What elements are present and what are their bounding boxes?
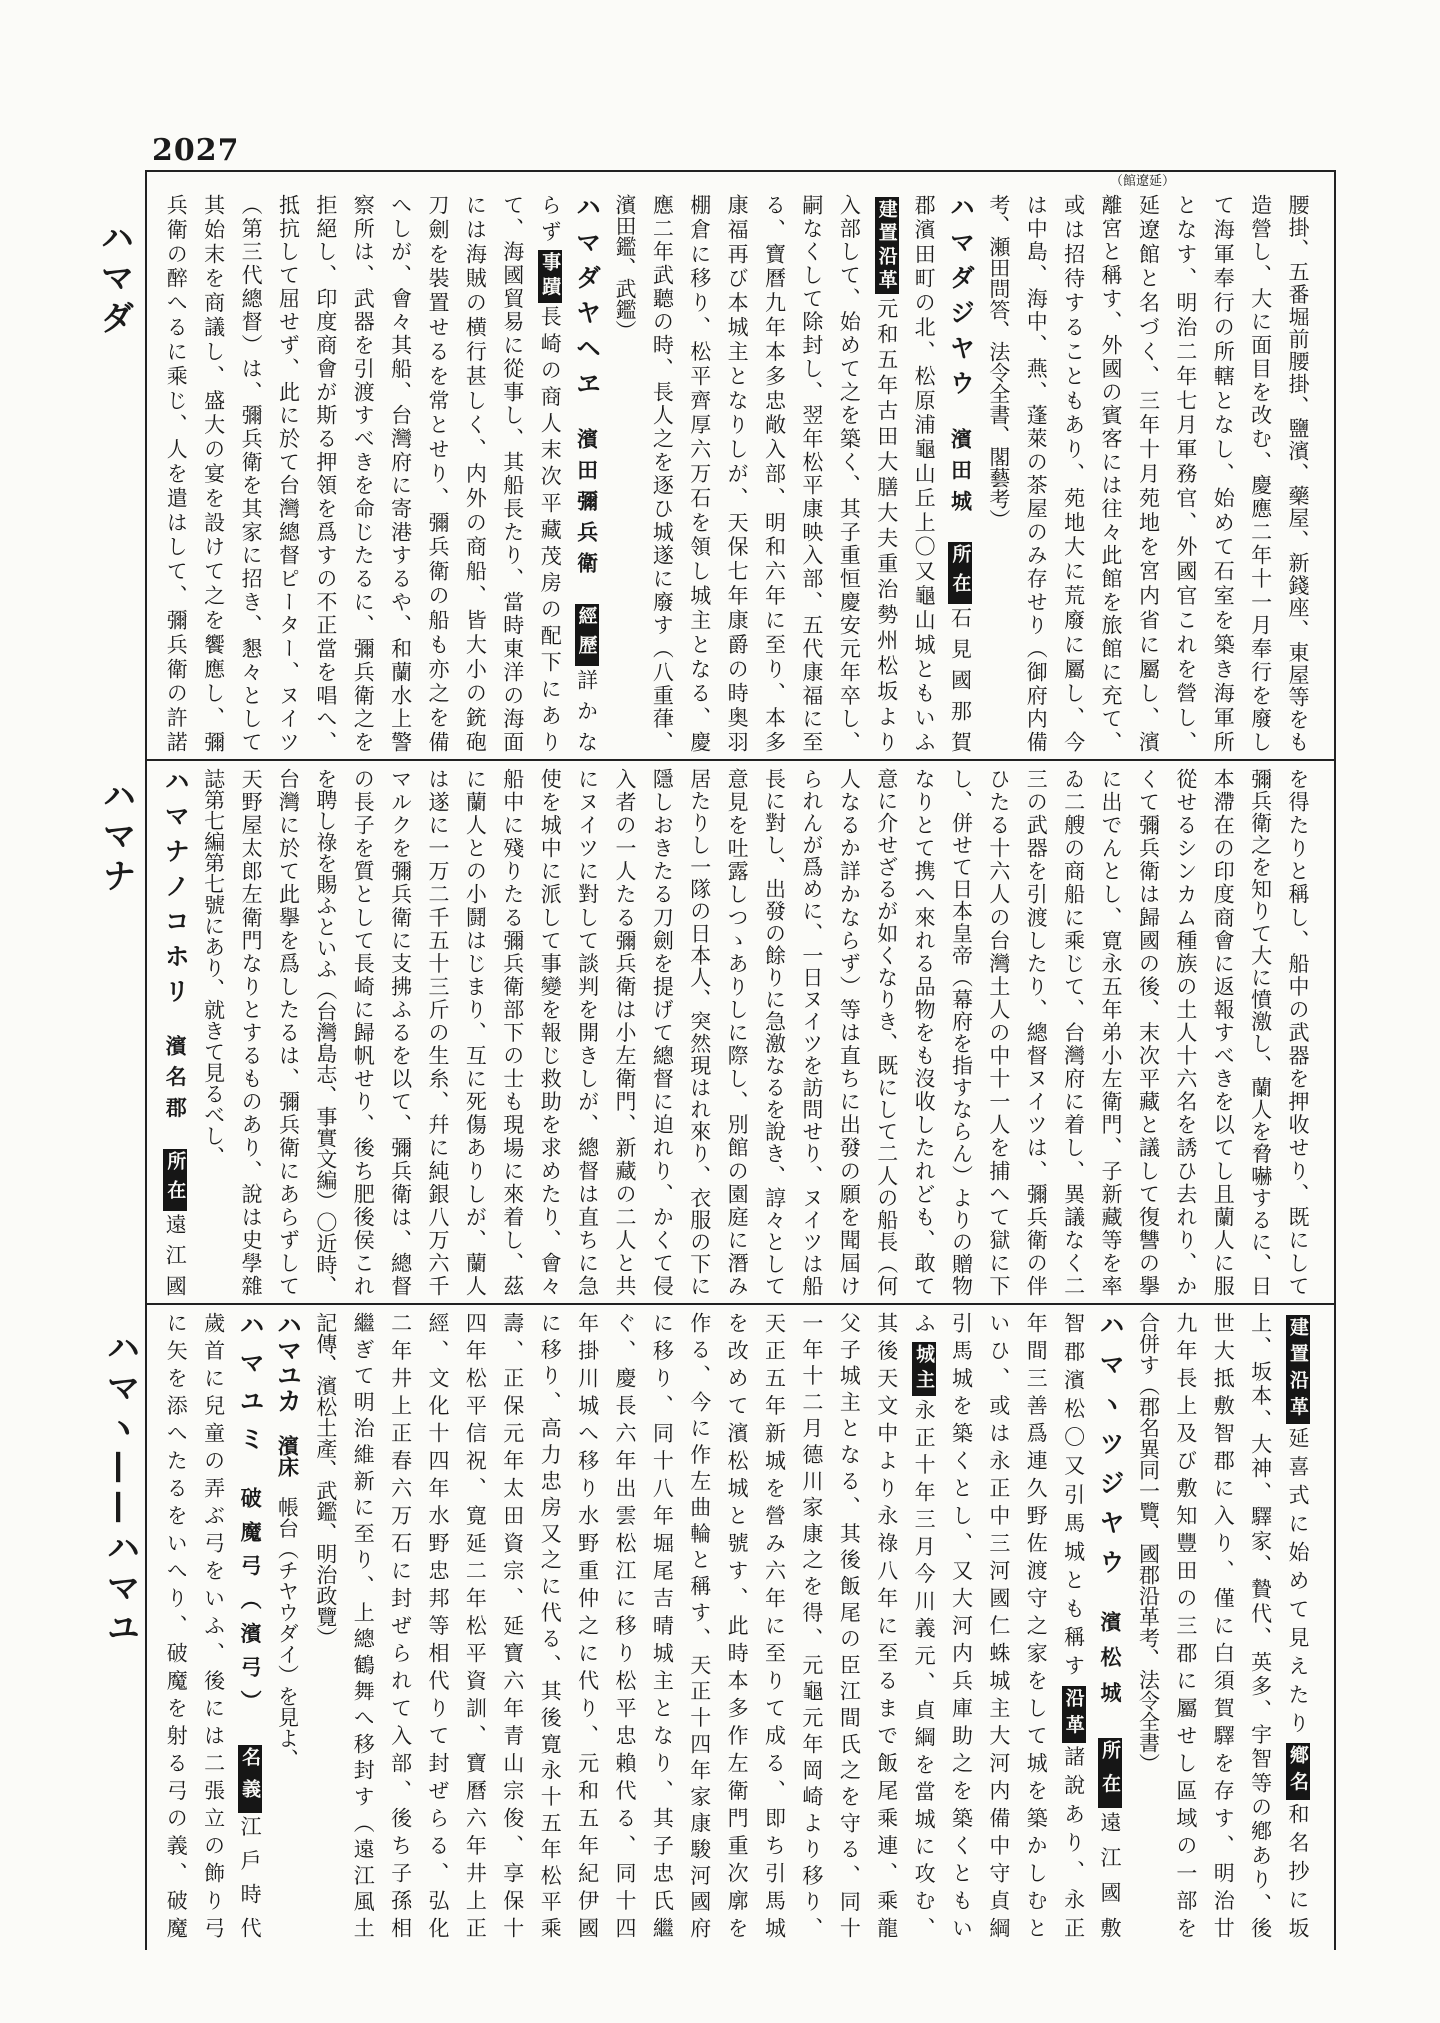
text-run: を聘し祿を賜ふといふ（台灣島志、事實文編）〇近時、 <box>313 768 338 1296</box>
text-run: 意に介せざるが如くなりき、既にして二人の船長（何 <box>874 768 899 1296</box>
text-run: ふ <box>912 1312 937 1340</box>
text-column <box>381 1312 418 1938</box>
tier-divider <box>145 1303 1335 1305</box>
headword-kanji: 濱床 <box>275 1435 301 1478</box>
text-run: 使を城中に派して事變を報じ救助を求めたり、會々 <box>538 768 563 1296</box>
section-label: 所在 <box>1099 1740 1122 1807</box>
text-run: 郡濱田町の北、松原浦龜山丘上〇又龜山城ともいふ <box>912 194 937 752</box>
text-run: る、寶曆九年本多忠敞入部、明和六年に至り、本多 <box>762 194 787 752</box>
text-column <box>1204 194 1241 752</box>
text-run: 意見を吐露しつゝありしに際し、別館の園庭に潛み <box>725 768 750 1296</box>
text-run: 嗣なくして除封し、翌年松平康映入部、五代康福に至 <box>799 194 824 752</box>
text-run: には海賊の横行甚しく、内外の商船、皆大小の銃砲 <box>463 194 488 752</box>
text-run: 永正十年三月今川義元、貞綱を當城に攻む、 <box>912 1399 937 1938</box>
text-column <box>793 768 830 1296</box>
text-column <box>1092 194 1129 752</box>
text-run: 考、瀬田問答、法令全書、閣藝考） <box>986 194 1011 530</box>
text-run: 從せるシンカム種族の土人十六名を誘ひ去れり、か <box>1173 768 1198 1296</box>
text-column <box>531 194 568 752</box>
text-column <box>905 1312 942 1938</box>
text-run: ひたる十六人の台灣土人の中十一人を捕へて獄に下 <box>986 768 1011 1296</box>
text-run: て、海國貿易に從事し、其船長たり、當時東洋の海面 <box>500 194 525 752</box>
text-run: て海軍奉行の所轄となし、始めて石室を築き海軍所 <box>1211 194 1236 752</box>
page-number: 2027 <box>152 133 240 168</box>
text-run: 兵衛の醉へるに乘じ、人を遣はして、彌兵衛の許諾 <box>164 194 189 752</box>
text-run: 人なるか詳かならず）等は直ちに出發の願を聞屆け <box>837 768 862 1296</box>
text-run: 拒絕し、印度商會が斯る押領を爲すの不正當を唱へ、 <box>313 194 338 752</box>
text-run: なりとて携へ來れる品物をも沒收したれども、敢て <box>912 768 937 1296</box>
text-run: 濱田鑑、武鑑） <box>612 194 637 341</box>
text-run: 延喜式に始めて見えたり <box>1286 1427 1310 1741</box>
running-head: （館遼延） <box>1110 174 1176 189</box>
text-run: 長に對し、出發の餘りに急激なるを說き、諄々として <box>762 768 787 1296</box>
section-label: 所在 <box>949 544 972 603</box>
text-run: 遠江國 <box>163 1213 188 1296</box>
text-run: られんが爲めに、一日ヌイツを訪問せり、ヌイツは船 <box>799 768 824 1296</box>
text-run: となす、明治二年七月軍務官、外國官これを營し、 <box>1173 194 1198 752</box>
text-column <box>1129 194 1166 752</box>
section-label: 建置沿革 <box>875 198 898 293</box>
text-run: に移り、高力忠房又之に代る、其後寛永十五年松平乘 <box>538 1312 563 1938</box>
text-run: 誌第七編第七號にあり、就きて見るべし、 <box>201 768 226 1167</box>
headword-kanji: 濱名郡 <box>163 1035 189 1128</box>
text-run: 離宮と稱す、外國の賓客には往々此館を旅館に充て、 <box>1099 194 1124 752</box>
text-column <box>568 194 605 752</box>
text-column <box>344 194 381 752</box>
text-column <box>1241 768 1278 1296</box>
text-column <box>269 194 306 752</box>
headword: ハマヽツジヤウ <box>1096 1312 1126 1589</box>
tier-3 <box>156 1312 1316 1938</box>
text-column <box>306 768 343 1296</box>
text-run: 年掛川城へ移り水野重仲之に代り、元和五年紀伊國 <box>575 1312 600 1938</box>
text-column <box>867 768 904 1296</box>
text-column <box>306 1312 343 1938</box>
text-run: の長子を質として長崎に歸帆せり、後ち肥後侯これ <box>351 768 376 1296</box>
tier-divider <box>145 759 1335 761</box>
text-run: を改めて濱松城と號す、此時本多作左衛門重次廓を <box>725 1312 750 1938</box>
text-run: 棚倉に移り、松平齊厚六万石を領し城主となる、慶 <box>687 194 712 752</box>
left-border <box>145 170 147 1950</box>
headword-kanji: 濱田城 <box>948 427 974 521</box>
text-run: 應二年武聽の時、長人之を逐ひ城遂に廢す（八重葎、 <box>650 194 675 752</box>
text-run: 入者の一人たる彌兵衛は小左衛門、新藏の二人と共 <box>612 768 637 1296</box>
section-label: 沿革 <box>1062 1687 1085 1741</box>
text-column <box>493 194 530 752</box>
section-label: 事蹟 <box>539 251 562 301</box>
margin-index-label: ハマダ <box>94 220 134 340</box>
text-column <box>606 1312 643 1938</box>
text-column <box>381 194 418 752</box>
text-column <box>1129 1312 1166 1938</box>
text-column <box>269 768 306 1296</box>
text-column <box>419 1312 456 1938</box>
text-run: 彌兵衛之を知りて大に憤激し、蘭人を脅嚇するに、日 <box>1248 768 1273 1296</box>
text-column <box>232 1312 269 1938</box>
text-column <box>755 194 792 752</box>
text-column <box>867 194 904 752</box>
text-column <box>194 768 231 1296</box>
text-column <box>1166 1312 1203 1938</box>
text-run: 年間三善爲連久野佐渡守之家をして城を築かしむと <box>1024 1312 1049 1938</box>
text-column <box>568 768 605 1296</box>
text-run: ゐ二艘の商船に乘じて、台灣府に着し、異議なく二 <box>1061 768 1086 1296</box>
text-column <box>1166 194 1203 752</box>
tier-2 <box>156 768 1316 1296</box>
text-run: 本滯在の印度商會に返報すべきを以てし且蘭人に服 <box>1211 768 1236 1296</box>
text-run: 父子城主となる、其後飯尾の臣江間氏之を守る、同十 <box>837 1312 862 1938</box>
text-run: に出でんとし、寛永五年弟小左衛門、子新藏等を率 <box>1099 768 1124 1296</box>
text-run: 康福再び本城主となりしが、天保七年康爵の時奥羽 <box>725 194 750 752</box>
text-column <box>755 1312 792 1938</box>
text-column <box>793 194 830 752</box>
text-column <box>419 194 456 752</box>
text-column <box>606 768 643 1296</box>
text-run: 引馬城を築くとし、又大河内兵庫助之を築くともい <box>949 1312 974 1938</box>
text-run: へしが、會々其船、台灣府に寄港するや、和蘭水上警 <box>388 194 413 752</box>
text-column <box>867 1312 904 1938</box>
text-column <box>456 768 493 1296</box>
section-label: 鄕名 <box>1287 1745 1309 1799</box>
text-run: 居たりし一隊の日本人、突然現はれ來り、衣服の下に <box>687 768 712 1296</box>
section-label: 城主 <box>913 1344 936 1395</box>
margin-index-label: ハマヽ——ハマユ <box>100 1330 140 1650</box>
text-column <box>1017 194 1054 752</box>
text-column <box>344 768 381 1296</box>
text-column <box>979 194 1016 752</box>
text-column <box>1017 1312 1054 1938</box>
margin-index-label: ハマナ <box>96 778 136 898</box>
text-run: 作る、今に作左曲輪と稱す、天正十四年家康駿河國府 <box>687 1312 712 1938</box>
text-column <box>1054 194 1091 752</box>
text-run: 三の武器を引渡したり、總督ヌイツは、彌兵衛の伴 <box>1024 768 1049 1296</box>
text-column <box>157 768 194 1296</box>
text-column <box>157 194 194 752</box>
text-column <box>718 768 755 1296</box>
text-run: 繼ぎて明治維新に至り、上總鶴舞へ移封す（遠江風土 <box>351 1312 376 1938</box>
text-run: 隱しおきたる刀劍を提げて總督に迫れり、かくて侵 <box>650 768 675 1296</box>
text-run: 遠江國敷 <box>1098 1811 1123 1938</box>
text-column <box>942 768 979 1296</box>
text-run: 九年長上及び敷知豐田の三郡に屬せし區域の一部を <box>1173 1312 1198 1938</box>
text-column <box>942 1312 979 1938</box>
section-label: 建置沿革 <box>1287 1316 1309 1423</box>
text-column <box>194 1312 231 1938</box>
text-column <box>1279 768 1316 1296</box>
text-column <box>1017 768 1054 1296</box>
text-run: ぐ、慶長六年出雲松江に移り松平忠賴代る、同十四 <box>612 1312 637 1938</box>
text-run: 元和五年古田大膳大夫重治勢州松坂より <box>874 297 899 752</box>
text-run: 四年松平信祝、寛延二年松平資訓、寶曆六年井上正 <box>463 1312 488 1938</box>
text-run: 延遼館と名づく、三年十月苑地を宮内省に屬し、濱 <box>1136 194 1161 752</box>
text-column <box>905 768 942 1296</box>
text-run: 和名抄に坂 <box>1286 1803 1310 1938</box>
text-run: 合併す（郡名異同一覽、國郡沿革考、法令全書） <box>1136 1312 1161 1774</box>
text-column <box>1054 768 1091 1296</box>
section-label: 經歷 <box>575 606 598 665</box>
headword: ハマダヤヘヱ <box>572 194 602 406</box>
text-run: 天正五年新城を營み六年に至りて成る、即ち引馬城 <box>762 1312 787 1938</box>
text-run: し、併せて日本皇帝（幕府を指すならん）よりの贈物 <box>949 768 974 1296</box>
text-run: 諸說あり、永正 <box>1061 1745 1086 1938</box>
tier-1 <box>156 194 1316 752</box>
text-run: 察所は、武器を引渡すべきを命じたるに、彌兵衛之を <box>351 194 376 752</box>
text-column <box>979 1312 1016 1938</box>
text-column <box>493 768 530 1296</box>
right-border <box>1334 170 1336 1950</box>
headword: ハマダジヤウ <box>946 194 976 406</box>
text-run: 一年十二月德川家康之を得、元龜元年岡崎より移り、 <box>799 1312 824 1938</box>
text-run: 二年井上正春六万石に封ぜられて入部、後ち子孫相 <box>388 1312 413 1938</box>
text-run: 長崎の商人末次平藏茂房の配下にあり <box>538 305 563 752</box>
text-run: マルクを彌兵衛に支拂ふるを以て、彌兵衛は、總督 <box>388 768 413 1296</box>
text-column <box>643 1312 680 1938</box>
text-run: くて彌兵衛は歸國の後、末次平藏と議して復讐の擧 <box>1136 768 1161 1296</box>
text-run: 其後天文中より永祿八年に至るまで飯尾乘連、乘龍 <box>874 1312 899 1938</box>
text-column <box>1204 768 1241 1296</box>
text-column <box>905 194 942 752</box>
headword: ハマユミ <box>236 1312 266 1465</box>
text-column <box>606 194 643 752</box>
text-column <box>157 1312 194 1938</box>
text-column <box>232 194 269 752</box>
text-column <box>755 768 792 1296</box>
section-label: 所在 <box>164 1151 187 1209</box>
text-run: 詳かな <box>574 669 599 752</box>
text-column <box>793 1312 830 1938</box>
headword: ハマユカ <box>273 1312 303 1413</box>
text-run: 造營し、大に面目を改む、慶應二年十一月奉行を廢し <box>1248 194 1273 752</box>
text-column <box>680 768 717 1296</box>
text-run: に蘭人との小鬪はじまり、互に死傷ありしが、蘭人 <box>463 768 488 1296</box>
text-run: に移り、同十八年堀尾吉晴城主となり、其子忠氏繼 <box>650 1312 675 1938</box>
text-run: 其始末を商議し、盛大の宴を設けて之を饗應し、彌 <box>201 194 226 752</box>
text-column <box>1092 1312 1129 1938</box>
text-column <box>942 194 979 752</box>
text-run: 腰掛、五番堀前腰掛、鹽濱、藥屋、新錢座、東屋等をも <box>1286 194 1310 752</box>
text-column <box>269 1312 306 1938</box>
text-column <box>456 194 493 752</box>
text-column <box>1166 768 1203 1296</box>
text-column <box>1054 1312 1091 1938</box>
text-column <box>1092 768 1129 1296</box>
text-run: は遂に一万二千五十三斤の生糸、幷に純銀八万六千 <box>426 768 451 1296</box>
headword-kanji: 濱松城 <box>1098 1610 1124 1717</box>
text-column <box>531 1312 568 1938</box>
text-run: 抵抗して屈せず、此に於て台灣總督ピーター、ヌイツ <box>276 194 301 752</box>
text-run: （第三代總督）は、彌兵衛を其家に招き、懇々として <box>239 194 264 752</box>
text-column <box>1279 1312 1316 1938</box>
text-run: 智郡濱松〇又引馬城とも稱す <box>1061 1312 1086 1684</box>
text-run: 世大抵敷智郡に入り、僅に白須賀驛を存す、明治廿 <box>1211 1312 1236 1938</box>
text-run: を得たりと稱し、船中の武器を押收せり、既にして <box>1286 768 1310 1296</box>
text-run: 刀劍を裝置せるを常とせり、彌兵衛の船も亦之を備 <box>426 194 451 752</box>
headword-kanji: 破魔弓（濱弓） <box>238 1486 264 1724</box>
text-column <box>568 1312 605 1938</box>
text-run: 江戶時代 <box>238 1815 263 1938</box>
text-run: は中島、海中、燕、蓬萊の茶屋のみ存せり（御府内備 <box>1024 194 1049 752</box>
text-run: 天野屋太郎左衛門なりとするものあり、說は史學雜 <box>239 768 264 1296</box>
top-rule <box>145 170 1335 172</box>
text-column <box>1241 1312 1278 1938</box>
text-column <box>194 194 231 752</box>
text-run: 或は招待することもあり、苑地大に荒廢に屬し、今 <box>1061 194 1086 752</box>
text-run: 帳台（チヤウダイ）を見よ、 <box>275 1496 300 1770</box>
text-column <box>1204 1312 1241 1938</box>
text-column <box>232 768 269 1296</box>
text-run: に矢を添へたるをいへり、破魔を射る弓の義、破魔 <box>164 1312 189 1938</box>
text-run: 記傳、濱松土產、武鑑、明治政覽） <box>313 1312 338 1648</box>
text-column <box>979 768 1016 1296</box>
text-column <box>830 768 867 1296</box>
headword: ハマナノコホリ <box>161 768 191 1013</box>
text-run: 歲首に兒童の弄ぶ弓をいふ、後には二張立の飾り弓 <box>201 1312 226 1938</box>
text-column <box>643 768 680 1296</box>
text-column <box>1241 194 1278 752</box>
text-column <box>680 1312 717 1938</box>
text-column <box>344 1312 381 1938</box>
text-column <box>830 194 867 752</box>
text-column <box>419 768 456 1296</box>
text-run: 壽、正保元年太田資宗、延寶六年青山宗俊、享保十 <box>500 1312 525 1938</box>
text-column <box>306 194 343 752</box>
text-column <box>456 1312 493 1938</box>
text-run: にヌイツに對して談判を開きしが、總督は直ちに急 <box>575 768 600 1296</box>
text-run: 台灣に於て此擧を爲したるは、彌兵衛にあらずして <box>276 768 301 1296</box>
text-run: 石見國那賀 <box>948 607 973 752</box>
text-run: 船中に殘りたる彌兵衛部下の士も現場に來着し、茲 <box>500 768 525 1296</box>
text-column <box>680 194 717 752</box>
text-run: 上、坂本、大神、驛家、贄代、英多、宇智等の鄕あり、後 <box>1248 1312 1273 1938</box>
text-run: 經、文化十四年水野忠邦等相代りて封ぜらる、弘化 <box>426 1312 451 1938</box>
text-column <box>1279 194 1316 752</box>
text-column <box>531 768 568 1296</box>
text-run: 入部して、始めて之を築く、其子重恒慶安元年卒し、 <box>837 194 862 752</box>
text-column <box>381 768 418 1296</box>
text-run: らず <box>538 194 563 248</box>
text-column <box>643 194 680 752</box>
section-label: 名義 <box>239 1747 262 1811</box>
text-column <box>1129 768 1166 1296</box>
text-column <box>493 1312 530 1938</box>
text-column <box>830 1312 867 1938</box>
headword-kanji: 濱田彌兵衛 <box>574 427 600 583</box>
text-column <box>718 194 755 752</box>
text-column <box>718 1312 755 1938</box>
text-run: いひ、或は永正中三河國仁蛛城主大河内備中守貞綱 <box>986 1312 1011 1938</box>
